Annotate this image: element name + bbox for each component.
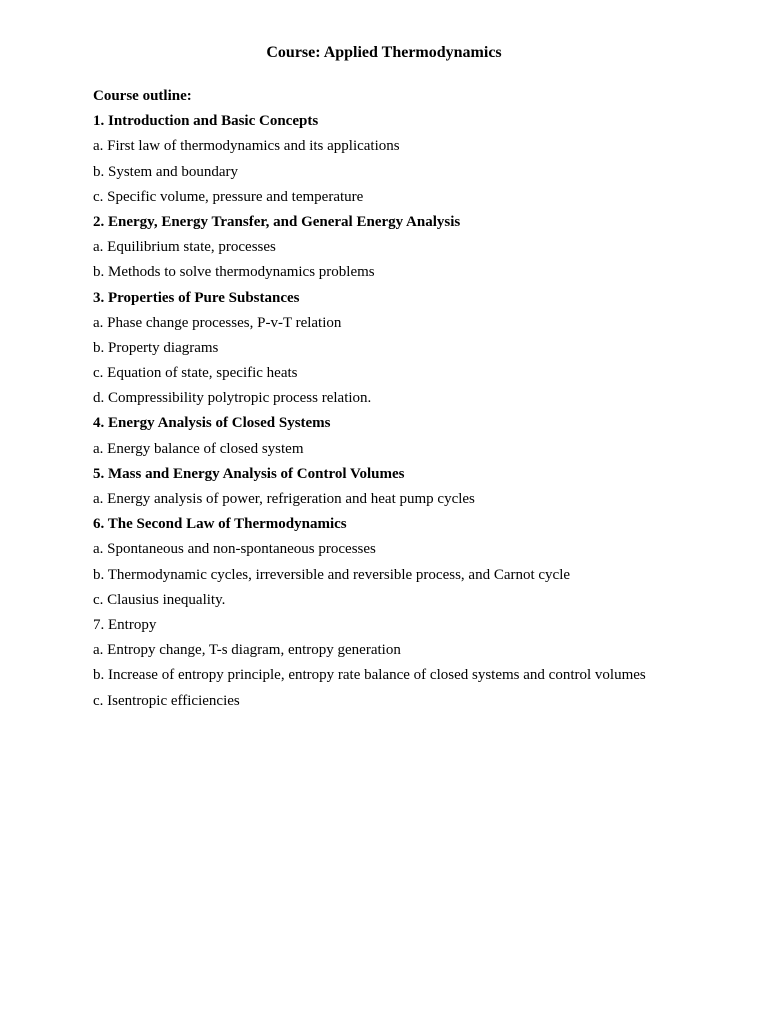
outline-item: a. Spontaneous and non-spontaneous processes — [93, 541, 376, 558]
outline-section-heading: 6. The Second Law of Thermodynamics — [93, 516, 347, 533]
outline-item: a. Phase change processes, P-v-T relation — [93, 314, 342, 331]
outline-item: a. Energy analysis of power, refrigeration and heat pump cycles — [93, 491, 475, 507]
outline-section-heading: 3. Properties of Pure Substances — [93, 289, 300, 306]
outline-item: b. Methods to solve thermodynamics problems — [93, 264, 375, 281]
outline-item: 7. Entropy — [93, 616, 157, 633]
outline-item: c. Isentropic efficiencies — [93, 692, 240, 709]
outline-item: c. Clausius inequality. — [93, 591, 226, 608]
outline-item: b. Increase of entropy principle, entropy rate balance of closed systems and control volumes — [93, 667, 646, 684]
outline-item: a. Equilibrium state, processes — [93, 239, 276, 256]
outline-section-heading: 1. Introduction and Basic Concepts — [93, 113, 319, 130]
outline-section-heading: 2. Energy, Energy Transfer, and General Energy Analysis — [93, 213, 461, 230]
outline-item: c. Specific volume, pressure and temperature — [93, 188, 364, 205]
outline-item: a. Energy balance of closed system — [93, 440, 304, 457]
outline-item: a. First law of thermodynamics and its applications — [93, 138, 400, 155]
document-title: Course: Applied Thermodynamics — [266, 44, 502, 61]
outline-section-heading: 5. Mass and Energy Analysis of Control Volumes — [93, 465, 405, 482]
outline-item: c. Equation of state, specific heats — [93, 365, 298, 382]
course-outline — [93, 85, 733, 715]
outline-item: d. Compressibility polytropic process relation. — [93, 390, 372, 407]
outline-heading: Course outline: — [93, 88, 192, 104]
outline-item: b. System and boundary — [93, 163, 238, 180]
outline-list — [93, 110, 733, 715]
outline-item: b. Thermodynamic cycles, irreversible and reversible process, and Carnot cycle — [93, 566, 571, 583]
outline-item: a. Entropy change, T-s diagram, entropy generation — [93, 642, 401, 659]
outline-section-heading: 4. Energy Analysis of Closed Systems — [93, 415, 331, 432]
outline-item: b. Property diagrams — [93, 339, 219, 356]
